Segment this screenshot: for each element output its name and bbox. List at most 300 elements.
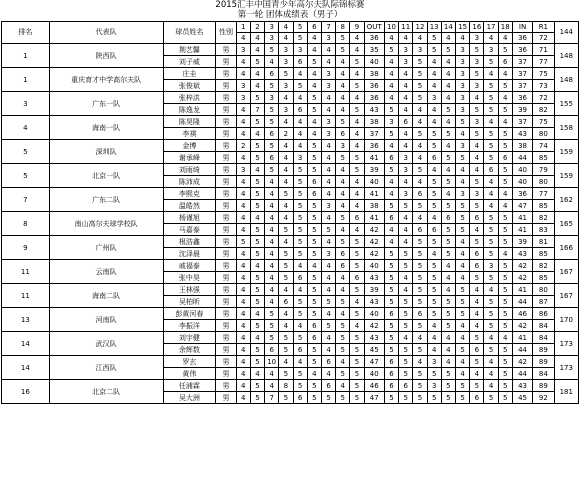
score-cell: 5: [484, 152, 498, 164]
score-cell: 6: [470, 248, 484, 260]
score-cell: 5: [236, 236, 250, 248]
score-cell: 3: [399, 152, 413, 164]
hole-header: 15: [456, 22, 470, 33]
score-cell: 5: [456, 392, 470, 404]
rank-cell: 13: [2, 308, 50, 332]
in-cell: 36: [512, 92, 532, 104]
par-cell: 4: [441, 33, 455, 44]
score-cell: 5: [307, 56, 321, 68]
score-cell: 5: [427, 44, 441, 56]
score-cell: 4: [441, 344, 455, 356]
score-cell: 3: [456, 80, 470, 92]
gender-cell: 男: [216, 356, 236, 368]
hole-header: 6: [307, 22, 321, 33]
out-cell: 40: [364, 176, 384, 188]
score-cell: 5: [441, 176, 455, 188]
score-cell: 4: [441, 260, 455, 272]
score-cell: 10: [265, 356, 279, 368]
gender-cell: 男: [216, 176, 236, 188]
team-total: 159: [554, 140, 578, 164]
team-total: 165: [554, 212, 578, 236]
player-name: 张梓洪: [163, 92, 216, 104]
score-cell: 4: [413, 140, 427, 152]
score-cell: 4: [236, 224, 250, 236]
score-cell: 5: [456, 284, 470, 296]
score-cell: 5: [293, 224, 307, 236]
team-name: 北京一队: [49, 164, 163, 188]
score-cell: 4: [350, 128, 364, 140]
total-par: 144: [554, 22, 578, 44]
score-cell: 4: [413, 152, 427, 164]
score-cell: 5: [279, 68, 293, 80]
score-cell: 4: [384, 188, 398, 200]
score-cell: 4: [456, 368, 470, 380]
score-cell: 6: [384, 152, 398, 164]
player-name: 李振洋: [163, 320, 216, 332]
table-row: [2, 284, 579, 296]
score-cell: 5: [307, 224, 321, 236]
in-cell: 47: [512, 200, 532, 212]
score-cell: 5: [307, 92, 321, 104]
score-cell: 3: [456, 56, 470, 68]
score-cell: 5: [336, 320, 350, 332]
score-cell: 5: [484, 320, 498, 332]
score-cell: 5: [413, 68, 427, 80]
gender-cell: 男: [216, 284, 236, 296]
score-cell: 4: [279, 164, 293, 176]
player-name: 马嘉泰: [163, 224, 216, 236]
score-cell: 5: [413, 164, 427, 176]
score-cell: 4: [456, 356, 470, 368]
score-cell: 5: [293, 332, 307, 344]
score-cell: 4: [399, 176, 413, 188]
par-cell: 3: [321, 33, 335, 44]
out-cell: 46: [364, 380, 384, 392]
score-cell: 7: [250, 104, 264, 116]
in-cell: 37: [512, 80, 532, 92]
in-cell: 37: [512, 116, 532, 128]
r1-cell: 84: [533, 332, 554, 344]
score-cell: 4: [236, 152, 250, 164]
score-cell: 5: [265, 308, 279, 320]
r1-cell: 79: [533, 164, 554, 176]
in-cell: 39: [512, 104, 532, 116]
score-cell: 4: [307, 116, 321, 128]
score-cell: 6: [384, 380, 398, 392]
out-cell: 40: [364, 368, 384, 380]
score-cell: 4: [279, 356, 293, 368]
out-cell: 43: [364, 272, 384, 284]
player-name: 黄伟: [163, 368, 216, 380]
score-cell: 4: [484, 176, 498, 188]
score-cell: 4: [484, 284, 498, 296]
score-cell: 4: [427, 344, 441, 356]
player-name: 戚福泰: [163, 260, 216, 272]
in-cell: 37: [512, 68, 532, 80]
score-cell: 5: [427, 176, 441, 188]
table-row: [2, 308, 579, 320]
rank-cell: 11: [2, 284, 50, 308]
score-cell: 5: [498, 272, 512, 284]
score-cell: 5: [250, 236, 264, 248]
team-name: 云南队: [49, 260, 163, 284]
player-name: 吴柏昕: [163, 296, 216, 308]
team-total: 166: [554, 236, 578, 260]
score-cell: 4: [250, 44, 264, 56]
score-cell: 4: [321, 92, 335, 104]
score-cell: 4: [441, 80, 455, 92]
score-cell: 4: [293, 92, 307, 104]
score-cell: 4: [399, 272, 413, 284]
score-cell: 6: [307, 176, 321, 188]
out-cell: 40: [364, 260, 384, 272]
score-cell: 5: [498, 212, 512, 224]
score-cell: 4: [336, 164, 350, 176]
score-cell: 4: [484, 116, 498, 128]
score-cell: 4: [265, 212, 279, 224]
score-cell: 3: [456, 92, 470, 104]
score-cell: 5: [498, 392, 512, 404]
out-cell: 42: [364, 236, 384, 248]
score-cell: 4: [321, 152, 335, 164]
score-cell: 4: [321, 308, 335, 320]
score-cell: 5: [498, 104, 512, 116]
score-cell: 3: [279, 44, 293, 56]
score-cell: 5: [413, 320, 427, 332]
score-cell: 5: [384, 332, 398, 344]
score-cell: 3: [336, 140, 350, 152]
score-cell: 5: [307, 164, 321, 176]
player-name: 刘雨绮: [163, 164, 216, 176]
score-cell: 3: [279, 56, 293, 68]
score-cell: 3: [427, 380, 441, 392]
out-cell: 38: [364, 116, 384, 128]
gender-cell: 男: [216, 308, 236, 320]
score-cell: 5: [413, 248, 427, 260]
hole-header: 9: [350, 22, 364, 33]
r1-cell: 83: [533, 224, 554, 236]
score-cell: 4: [350, 188, 364, 200]
r1-cell: 92: [533, 392, 554, 404]
score-cell: 5: [441, 200, 455, 212]
hole-header: 13: [427, 22, 441, 33]
score-cell: 5: [265, 140, 279, 152]
score-cell: 4: [399, 92, 413, 104]
score-cell: 3: [399, 56, 413, 68]
in-cell: 43: [512, 380, 532, 392]
in-cell: 43: [512, 128, 532, 140]
out-cell: 41: [364, 152, 384, 164]
score-cell: 5: [456, 116, 470, 128]
gender-cell: 男: [216, 248, 236, 260]
score-cell: 5: [350, 80, 364, 92]
score-cell: 3: [236, 92, 250, 104]
score-cell: 5: [427, 296, 441, 308]
score-cell: 4: [413, 116, 427, 128]
par-cell: 5: [336, 33, 350, 44]
score-cell: 4: [236, 212, 250, 224]
out-cell: 39: [364, 284, 384, 296]
score-cell: 6: [470, 392, 484, 404]
in-header: IN: [512, 22, 532, 33]
score-cell: 6: [413, 224, 427, 236]
in-cell: 44: [512, 368, 532, 380]
score-cell: 4: [336, 200, 350, 212]
score-cell: 5: [336, 152, 350, 164]
score-cell: 6: [384, 308, 398, 320]
r1-cell: 84: [533, 368, 554, 380]
score-cell: 5: [250, 92, 264, 104]
score-cell: 5: [350, 368, 364, 380]
table-row: [2, 260, 579, 272]
score-cell: 4: [384, 176, 398, 188]
out-cell: 43: [364, 332, 384, 344]
score-cell: 4: [336, 92, 350, 104]
player-name: 余辉数: [163, 344, 216, 356]
score-cell: 5: [484, 128, 498, 140]
rank-cell: 16: [2, 380, 50, 404]
score-cell: 4: [307, 68, 321, 80]
score-cell: 5: [250, 392, 264, 404]
out-cell: 43: [364, 296, 384, 308]
score-cell: 4: [236, 104, 250, 116]
score-cell: 4: [427, 56, 441, 68]
score-cell: 6: [498, 56, 512, 68]
score-cell: 8: [279, 380, 293, 392]
score-cell: 5: [498, 368, 512, 380]
team-name: 广州队: [49, 236, 163, 260]
score-cell: 4: [384, 80, 398, 92]
score-cell: 5: [307, 380, 321, 392]
score-cell: 4: [484, 188, 498, 200]
score-cell: 5: [470, 44, 484, 56]
team-total: 155: [554, 92, 578, 116]
score-cell: 4: [384, 56, 398, 68]
score-cell: 6: [307, 188, 321, 200]
score-cell: 5: [427, 284, 441, 296]
out-cell: 47: [364, 392, 384, 404]
score-cell: 5: [279, 248, 293, 260]
score-cell: 4: [399, 68, 413, 80]
score-cell: 4: [236, 380, 250, 392]
score-cell: 4: [456, 164, 470, 176]
score-cell: 6: [293, 344, 307, 356]
table-row: [2, 356, 579, 368]
score-cell: 5: [484, 104, 498, 116]
score-cell: 4: [279, 308, 293, 320]
par-cell: 4: [279, 33, 293, 44]
player-name: 刘子威: [163, 56, 216, 68]
r1-cell: 81: [533, 236, 554, 248]
score-cell: 6: [413, 188, 427, 200]
score-cell: 3: [470, 56, 484, 68]
score-cell: 5: [336, 368, 350, 380]
score-cell: 5: [350, 392, 364, 404]
player-name: 陈逸龙: [163, 104, 216, 116]
score-cell: 5: [427, 392, 441, 404]
score-cell: 5: [265, 80, 279, 92]
score-cell: 5: [307, 248, 321, 260]
gender-cell: 男: [216, 344, 236, 356]
score-cell: 5: [336, 344, 350, 356]
r1-cell: 80: [533, 128, 554, 140]
score-cell: 5: [427, 140, 441, 152]
score-cell: 5: [384, 344, 398, 356]
score-cell: 5: [321, 224, 335, 236]
score-cell: 4: [293, 140, 307, 152]
score-cell: 4: [350, 296, 364, 308]
score-cell: 4: [384, 92, 398, 104]
out-cell: 37: [364, 128, 384, 140]
score-cell: 3: [321, 200, 335, 212]
score-cell: 5: [250, 152, 264, 164]
score-cell: 4: [265, 176, 279, 188]
score-cell: 5: [293, 188, 307, 200]
in-cell: 44: [512, 152, 532, 164]
score-cell: 5: [307, 296, 321, 308]
score-cell: 6: [384, 212, 398, 224]
score-cell: 5: [307, 344, 321, 356]
score-cell: 4: [279, 284, 293, 296]
par-cell: 4: [384, 33, 398, 44]
score-cell: 4: [456, 176, 470, 188]
score-cell: 4: [236, 284, 250, 296]
score-cell: 5: [484, 236, 498, 248]
score-cell: 5: [413, 368, 427, 380]
score-cell: 4: [350, 224, 364, 236]
score-cell: 5: [250, 176, 264, 188]
score-cell: 4: [321, 344, 335, 356]
score-cell: 4: [265, 296, 279, 308]
r1-cell: 89: [533, 380, 554, 392]
r1-cell: 82: [533, 260, 554, 272]
score-cell: 5: [413, 56, 427, 68]
score-cell: 4: [498, 200, 512, 212]
par-cell: 4: [399, 33, 413, 44]
score-cell: 5: [441, 152, 455, 164]
score-cell: 4: [279, 152, 293, 164]
score-cell: 4: [384, 236, 398, 248]
team-name: 广东一队: [49, 92, 163, 116]
par-cell: 4: [413, 33, 427, 44]
score-cell: 4: [441, 332, 455, 344]
hole-header: 16: [470, 22, 484, 33]
score-cell: 5: [498, 296, 512, 308]
score-cell: 4: [441, 284, 455, 296]
score-cell: 6: [470, 260, 484, 272]
player-name: 根浩鑫: [163, 236, 216, 248]
score-cell: 4: [321, 140, 335, 152]
score-cell: 5: [336, 44, 350, 56]
in-cell: 42: [512, 356, 532, 368]
score-cell: 5: [484, 344, 498, 356]
gender-cell: 男: [216, 44, 236, 56]
score-cell: 5: [470, 176, 484, 188]
score-cell: 5: [413, 284, 427, 296]
score-cell: 4: [236, 392, 250, 404]
team-name: 武汉队: [49, 332, 163, 356]
score-cell: 5: [336, 296, 350, 308]
score-cell: 4: [236, 56, 250, 68]
score-cell: 5: [470, 272, 484, 284]
player-name: 任浦霖: [163, 380, 216, 392]
out-header: OUT: [364, 22, 384, 33]
in-cell: 37: [512, 56, 532, 68]
score-cell: 5: [441, 224, 455, 236]
score-cell: 5: [279, 332, 293, 344]
score-cell: 5: [413, 236, 427, 248]
score-cell: 3: [265, 92, 279, 104]
score-cell: 7: [265, 392, 279, 404]
score-cell: 4: [250, 164, 264, 176]
out-cell: 38: [364, 200, 384, 212]
score-cell: 5: [265, 320, 279, 332]
out-cell: 43: [364, 104, 384, 116]
team-total: 173: [554, 332, 578, 356]
score-cell: 5: [427, 308, 441, 320]
score-cell: 5: [293, 296, 307, 308]
score-cell: 4: [350, 116, 364, 128]
score-cell: 4: [484, 380, 498, 392]
score-cell: 3: [456, 104, 470, 116]
score-cell: 4: [484, 356, 498, 368]
score-cell: 4: [470, 320, 484, 332]
score-cell: 4: [265, 224, 279, 236]
score-cell: 5: [413, 272, 427, 284]
out-cell: 45: [364, 344, 384, 356]
score-cell: 4: [236, 368, 250, 380]
gender-cell: 男: [216, 332, 236, 344]
score-cell: 4: [265, 56, 279, 68]
score-cell: 4: [441, 272, 455, 284]
score-cell: 4: [470, 308, 484, 320]
r1-cell: 71: [533, 44, 554, 56]
in-cell: 39: [512, 236, 532, 248]
score-cell: 4: [350, 176, 364, 188]
score-cell: 4: [265, 260, 279, 272]
score-cell: 6: [384, 356, 398, 368]
score-cell: 5: [350, 284, 364, 296]
score-cell: 4: [321, 44, 335, 56]
score-cell: 5: [250, 356, 264, 368]
score-cell: 5: [384, 296, 398, 308]
score-cell: 4: [236, 200, 250, 212]
r1-cell: 74: [533, 140, 554, 152]
score-cell: 6: [293, 272, 307, 284]
score-cell: 5: [279, 188, 293, 200]
score-cell: 5: [498, 308, 512, 320]
score-cell: 5: [384, 104, 398, 116]
r1-cell: 82: [533, 104, 554, 116]
score-cell: 5: [250, 344, 264, 356]
score-cell: 5: [498, 284, 512, 296]
score-cell: 2: [236, 140, 250, 152]
score-cell: 5: [456, 296, 470, 308]
par-in: 36: [512, 33, 532, 44]
score-cell: 4: [336, 68, 350, 80]
score-cell: 4: [250, 68, 264, 80]
gender-cell: 男: [216, 140, 236, 152]
score-cell: 5: [293, 236, 307, 248]
score-cell: 5: [484, 296, 498, 308]
score-cell: 4: [307, 128, 321, 140]
score-cell: 5: [293, 176, 307, 188]
score-cell: 6: [399, 116, 413, 128]
score-cell: 6: [307, 320, 321, 332]
score-cell: 5: [350, 248, 364, 260]
score-cell: 5: [427, 128, 441, 140]
score-cell: 5: [441, 380, 455, 392]
